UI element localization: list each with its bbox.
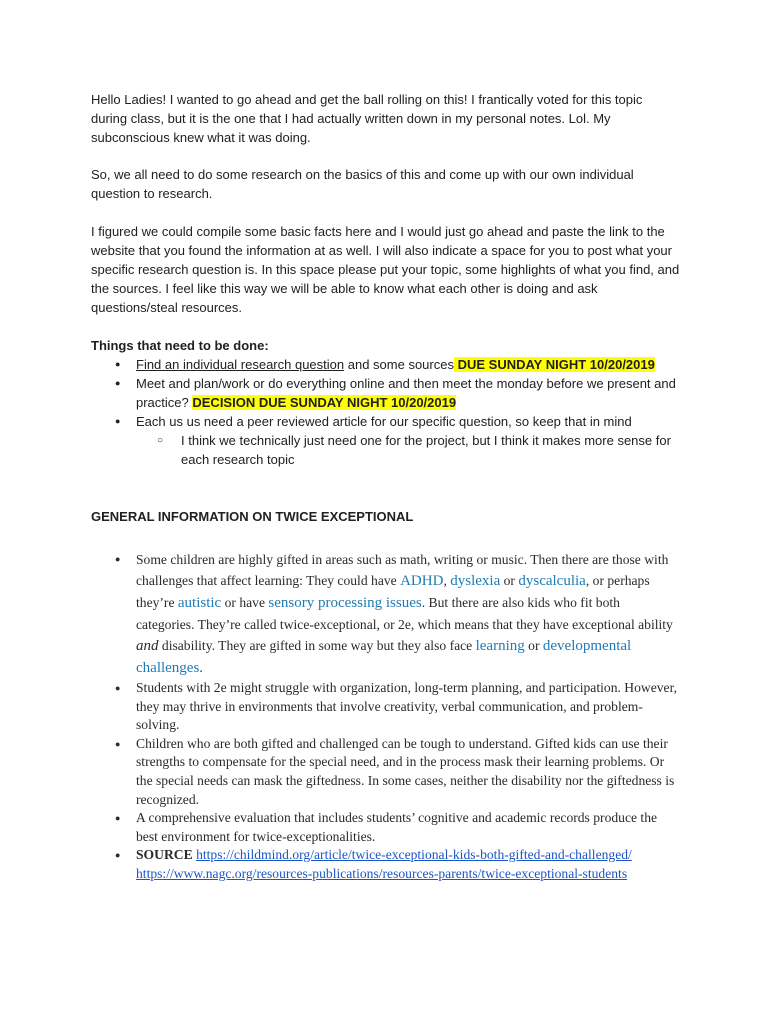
general-info-heading: GENERAL INFORMATION ON TWICE EXCEPTIONAL — [91, 509, 414, 524]
document-page — [91, 90, 681, 884]
decision-due-highlight: DECISION DUE SUNDAY NIGHT 10/20/2019 — [192, 395, 457, 410]
todo-list — [91, 355, 681, 469]
and-emphasis: and — [136, 638, 159, 654]
general-text: . But there are also kids who fit both categories. They’re called twice-exceptional, or 2e, which means that they have exceptional ability — [136, 595, 673, 632]
sensory-processing-link[interactable]: sensory processing issues — [268, 595, 422, 611]
todo-item-meet-plan — [91, 374, 681, 412]
todo-item-peer-reviewed — [91, 412, 681, 469]
intro-paragraph-1: Hello Ladies! I wanted to go ahead and get the ball rolling on this! I frantically voted for this topic during class, but it is the one that I had actually written down in my personal notes. Lol. My subconscious knew what it was doing. — [91, 92, 643, 145]
general-item-evaluation: ● A comprehensive evaluation that includes students’ cognitive and academic records produce the best environment for twice-exceptionalities. — [91, 809, 681, 846]
research-question-link[interactable]: Find an individual research question — [136, 357, 345, 372]
general-item-organization: ● Students with 2e might struggle with organization, long-term planning, and participation. However, they may thrive in environments that involve creativity, verbal communication, and problem-solving. — [91, 679, 681, 735]
todo-heading: Things that need to be done: — [91, 338, 269, 353]
general-text: or — [524, 638, 543, 653]
todo-subitem: ○ I think we technically just need one for the project, but I think it makes more sense for each research topic — [136, 431, 681, 469]
general-text: , — [443, 573, 451, 588]
general-item-gifted-challenged: ● Children who are both gifted and challenged can be tough to understand. Gifted kids can use their strengths to compensate for the special need, and in the process mask their learning problems. Or the special needs can mask the giftedness. In some cases, neither the disability nor the giftedness is recognized. — [91, 735, 681, 809]
source-link-childmind[interactable]: https://childmind.org/article/twice-exceptional-kids-both-gifted-and-challenged/ — [196, 847, 632, 863]
todo-item-1-text: and some sources — [344, 357, 454, 372]
general-text: or have — [221, 595, 269, 610]
autistic-link[interactable]: autistic — [177, 595, 222, 611]
source-label: SOURCE — [136, 847, 193, 863]
general-text: or — [500, 573, 519, 588]
due-date-highlight: DUE SUNDAY NIGHT 10/20/2019 — [453, 357, 655, 372]
learning-link[interactable]: learning — [475, 638, 525, 654]
todo-item-research-question — [91, 355, 681, 374]
source-link-nagc[interactable]: https://www.nagc.org/resources-publications/resources-parents/twice-exceptional-students — [136, 865, 628, 881]
dyslexia-link[interactable]: dyslexia — [450, 573, 501, 589]
general-item-twice-exceptional — [91, 549, 681, 679]
dyscalculia-link[interactable]: dyscalculia — [518, 573, 586, 589]
intro-paragraph-3: I figured we could compile some basic facts here and I would just go ahead and paste the link to the website that you found the information at as well. I will also indicate a space for you to post what your specific research question is. In this space please put your topic, some highlights of what you find, and the sources. I feel like this way we will be able to know what each other is doing and ask questions/steal resources. — [91, 224, 680, 315]
todo-item-3-text: Each us us need a peer reviewed article for our specific question, so keep that in mind — [136, 414, 632, 429]
todo-item-2-text: Meet and plan/work or do everything online and then meet the monday before we present and practice? — [136, 376, 676, 410]
todo-sublist — [136, 431, 681, 469]
general-text: . — [199, 660, 203, 675]
general-text: , or perhaps they’re — [136, 573, 650, 610]
developmental-challenges-link[interactable]: developmental challenges — [136, 638, 632, 676]
general-item-source — [91, 846, 681, 883]
general-text: disability. They are gifted in some way but they also face — [158, 638, 476, 653]
general-text: Some children are highly gifted in areas such as math, writing or music. Then there are those with challenges that affect learning: They could have — [136, 552, 669, 588]
intro-paragraph-2: So, we all need to do some research on the basics of this and come up with our own individual question to research. — [91, 167, 634, 201]
adhd-link[interactable]: ADHD — [400, 573, 444, 589]
general-info-list — [91, 549, 681, 884]
